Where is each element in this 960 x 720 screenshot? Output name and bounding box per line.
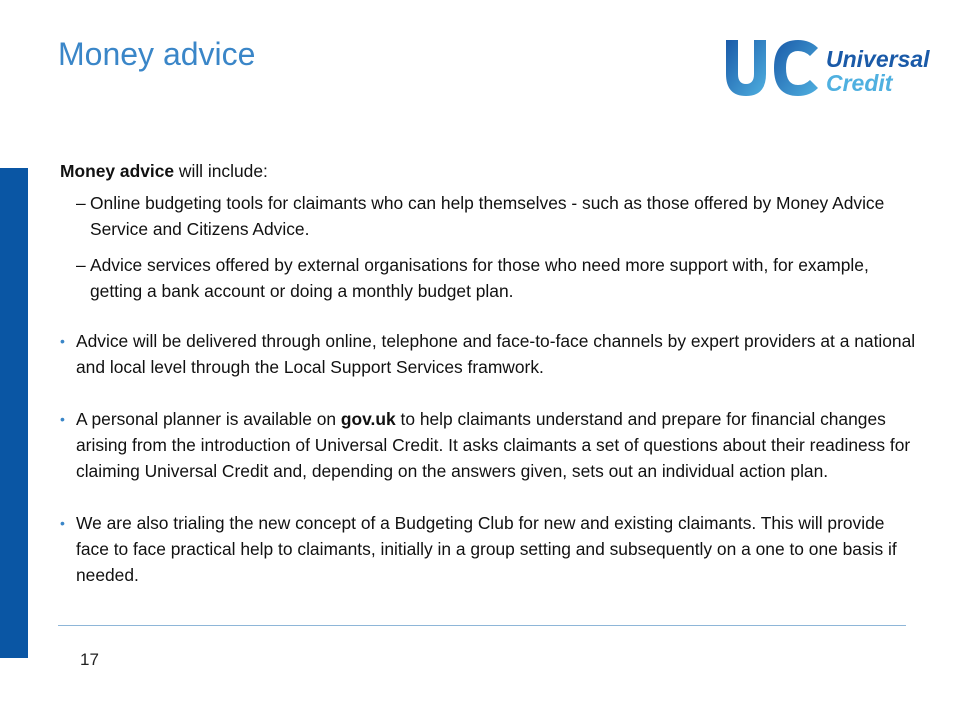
logo-line2: Credit: [826, 70, 893, 96]
page-number: 17: [80, 650, 99, 669]
bullet-dot-icon: •: [60, 333, 65, 349]
bullet-item: [60, 328, 920, 380]
intro-line: [60, 158, 920, 184]
bullet-item: [60, 406, 920, 484]
bullet-text: Advice will be delivered through online, telephone and face-to-face channels by expert providers at a national and local level through the Local Support Services framwork.: [76, 331, 916, 377]
sub-item-text: Online budgeting tools for claimants who can help themselves - such as those offered by Money Advice Service and Citizens Advice.: [90, 193, 885, 239]
universal-credit-logo: [722, 38, 954, 100]
bullet-item: [60, 510, 920, 588]
dash-marker: –: [76, 193, 86, 213]
slide-body: [60, 158, 920, 588]
bullet-text-before: A personal planner is available on: [76, 409, 341, 429]
uc-mark-icon: [726, 40, 818, 96]
sub-item: [60, 190, 920, 242]
sub-item: [60, 252, 920, 304]
dash-marker: –: [76, 255, 86, 275]
bullet-text: We are also trialing the new concept of a Budgeting Club for new and existing claimants. This will provide face to face practical help to claimants, initially in a group setting and subsequently on a one to one basis if needed.: [76, 513, 897, 585]
slide-title: Money advice: [58, 36, 256, 72]
sub-item-text: Advice services offered by external organisations for those who need more support with, for example, getting a bank account or doing a monthly budget plan.: [90, 255, 869, 301]
intro-bold: Money advice: [60, 161, 175, 181]
footer-divider: [58, 625, 906, 626]
govuk-link-text: gov.uk: [340, 409, 396, 429]
left-accent-bar: [0, 168, 28, 658]
bullet-text-after: to help claimants understand and prepare for financial changes arising from the introduction of Universal Credit. It asks claimants a set of questions about their readiness for claiming Universal Credit and, depending on the answers given, sets out an individual action plan.: [76, 409, 911, 481]
bullet-dot-icon: •: [60, 515, 65, 531]
bullet-dot-icon: •: [60, 411, 65, 427]
logo-line1: Universal: [826, 46, 930, 72]
intro-rest: will include:: [174, 161, 268, 181]
